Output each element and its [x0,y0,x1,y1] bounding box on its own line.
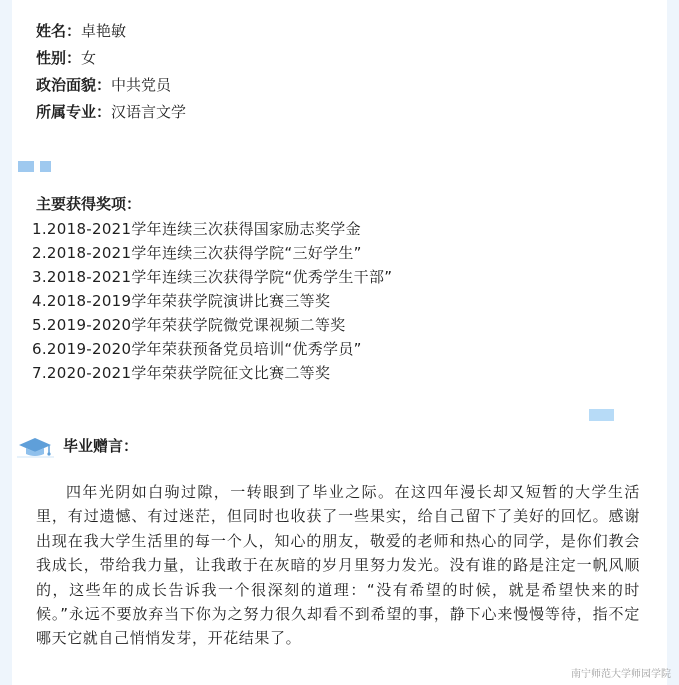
award-item: 5.2019-2020学年荣获学院微党课视频二等奖 [32,316,346,334]
profile-name-row [36,18,186,45]
profile-political-row [36,72,186,99]
gender-label: 性别： [36,49,82,67]
award-item: 6.2019-2020学年荣获预备党员培训“优秀学员” [32,340,362,358]
gender-value: 女 [81,49,97,67]
political-value: 中共党员 [111,76,172,94]
awards-list [32,217,392,385]
decorative-square [18,161,34,172]
award-item: 3.2018-2021学年连续三次获得学院“优秀学生干部” [32,268,393,286]
awards-title: 主要获得奖项： [36,195,142,213]
major-value: 汉语言文学 [111,103,187,121]
award-item: 1.2018-2021学年连续三次获得国家励志奖学金 [32,220,361,238]
graduation-cap-icon [16,434,56,460]
decorative-squares [18,161,51,172]
graduation-message: 四年光阴如白驹过隙，一转眼到了毕业之际。在这四年漫长却又短暂的大学生活里，有过遗憾、有过迷茫，但同时也收获了一些果实，给自己留下了美好的回忆。感谢出现在我大学生活里的每一个人，知心的朋友，敬爱的老师和热心的同学，是你们教会我成长，带给我力量，让我敢于在灰暗的岁月里努力发光。没有谁的路是注定一帆风顺的，这些年的成长告诉我一个很深刻的道理：“没有希望的时候，就是希望快来的时候。”永远不要放弃当下你为之努力很久却看不到希望的事，静下心来慢慢等待，指不定哪天它就自己悄悄发芽，开花结果了。 [36,483,640,648]
award-item: 7.2020-2021学年荣获学院征文比赛二等奖 [32,364,331,382]
watermark: 南宁师范大学师园学院 [571,669,671,680]
profile-gender-row [36,45,186,72]
award-item: 2.2018-2021学年连续三次获得学院“三好学生” [32,244,362,262]
decorative-block [589,409,614,421]
award-item: 4.2018-2019学年荣获学院演讲比赛三等奖 [32,292,331,310]
political-label: 政治面貌： [36,76,112,94]
name-label: 姓名： [36,22,82,40]
profile-section [36,18,186,126]
major-label: 所属专业： [36,103,112,121]
decorative-square [40,161,51,172]
profile-major-row [36,99,186,126]
name-value: 卓艳敏 [81,22,127,40]
graduation-heading: 毕业赠言： [63,437,139,455]
